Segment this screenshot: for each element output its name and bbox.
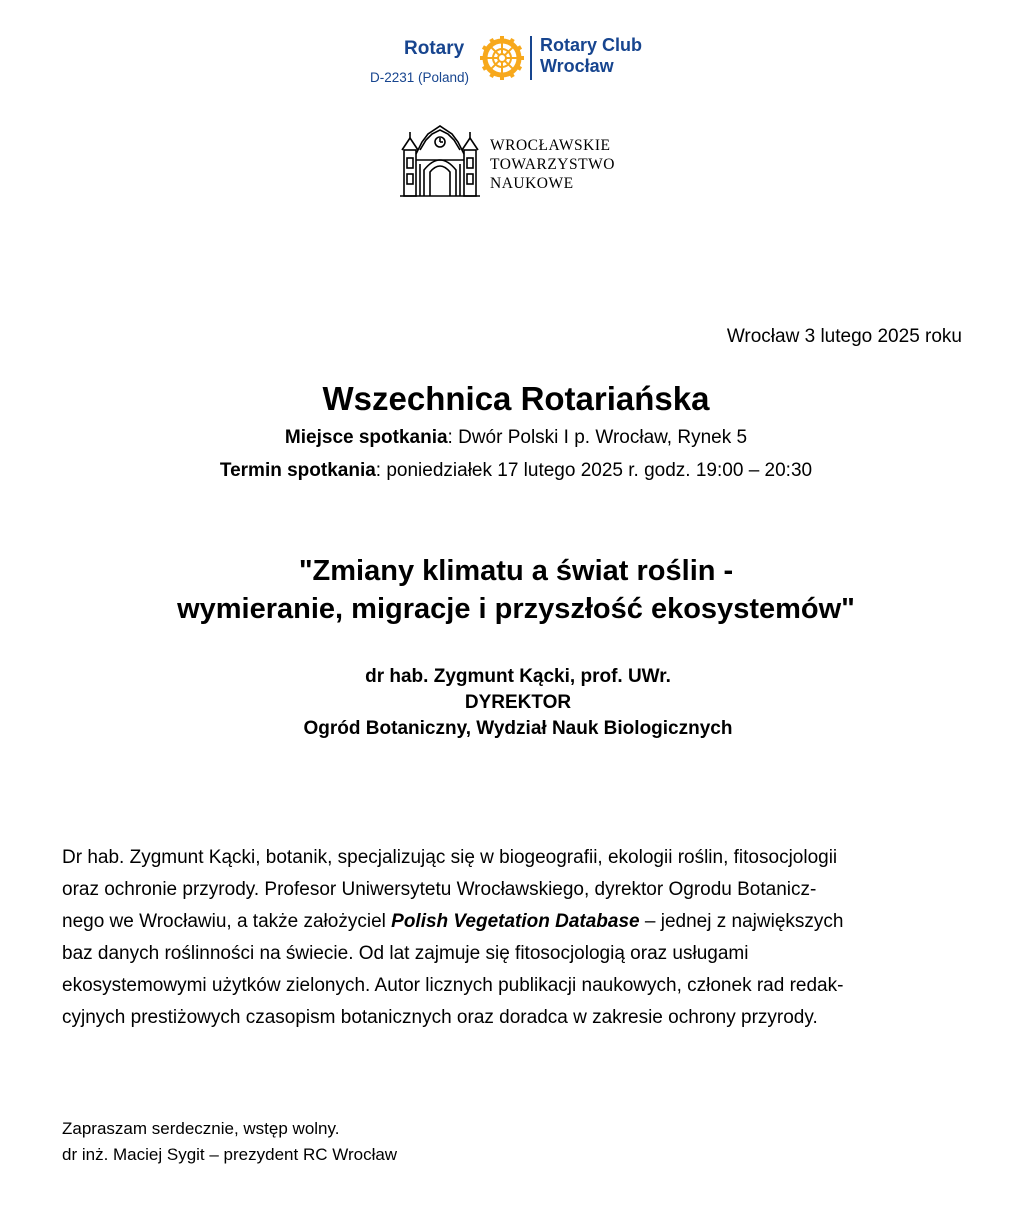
page-title: Wszechnica Rotariańska — [322, 380, 710, 417]
closing-signature — [62, 1116, 397, 1168]
speaker-block — [6, 664, 1024, 742]
bio-line: cyjnych prestiżowych czasopism botanicznych oraz doradca w zakresie ochrony przyrody. — [62, 1007, 818, 1028]
meeting-time-value: : poniedziałek 17 lutego 2025 r. godz. 19:00 – 20:30 — [375, 460, 813, 481]
speaker-bio — [62, 842, 972, 1034]
bio-line: Dr hab. Zygmunt Kącki, botanik, specjalizując się w biogeografii, ekologii roślin, fitosocjologii — [62, 847, 838, 868]
meeting-place-value: : Dwór Polski I p. Wrocław, Rynek 5 — [447, 427, 748, 448]
wtn-name — [490, 136, 615, 193]
lecture-title-line2: wymieranie, migracje i przyszłość ekosystemów" — [177, 593, 855, 625]
meeting-time-label: Termin spotkania — [219, 460, 376, 481]
lecture-title — [4, 552, 1024, 628]
speaker-role: DYREKTOR — [464, 692, 572, 713]
rotary-club-line1: Rotary Club — [540, 35, 643, 55]
rotary-club-logo — [368, 30, 668, 92]
bio-line: oraz ochronie przyrody. Profesor Uniwersytetu Wrocławskiego, dyrektor Ogrodu Botanicz- — [62, 879, 817, 900]
database-name: Polish Vegetation Database — [391, 911, 640, 932]
wtn-logo — [398, 124, 638, 200]
speaker-name: dr hab. Zygmunt Kącki, prof. UWr. — [365, 666, 671, 687]
bio-line — [62, 906, 972, 938]
invitation-text: Zapraszam serdecznie, wstęp wolny. — [62, 1119, 340, 1138]
lecture-title-line1: "Zmiany klimatu a świat roślin - — [298, 555, 734, 587]
rotary-club-name — [540, 35, 642, 77]
bio-line: ekosystemowymi użytków zielonych. Autor licznych publikacji naukowych, członek rad redak- — [62, 975, 844, 996]
wtn-name-line1: WROCŁAWSKIE — [490, 137, 611, 154]
signature: dr inż. Maciej Sygit – prezydent RC Wrocław — [62, 1145, 398, 1164]
rotary-wheel-icon — [480, 36, 524, 80]
meeting-place — [4, 427, 1024, 449]
wtn-name-line3: NAUKOWE — [490, 175, 574, 192]
rotary-club-line2: Wrocław — [540, 56, 614, 76]
document-date: Wrocław 3 lutego 2025 roku — [726, 326, 962, 347]
bio-text: – jednej z największych — [639, 911, 844, 932]
wtn-name-line2: TOWARZYSTWO — [490, 156, 615, 173]
bio-line: baz danych roślinności na świecie. Od lat zajmuje się fitosocjologią oraz usługami — [62, 943, 749, 964]
meeting-time — [4, 460, 1024, 482]
speaker-unit: Ogród Botaniczny, Wydział Nauk Biologicznych — [303, 718, 733, 739]
logo-divider — [530, 36, 532, 80]
meeting-place-label: Miejsce spotkania — [284, 427, 448, 448]
town-hall-icon — [398, 124, 482, 198]
bio-text: nego we Wrocławiu, a także założyciel — [62, 911, 392, 932]
rotary-wordmark: Rotary — [404, 38, 465, 59]
rotary-district: D-2231 (Poland) — [370, 70, 470, 85]
